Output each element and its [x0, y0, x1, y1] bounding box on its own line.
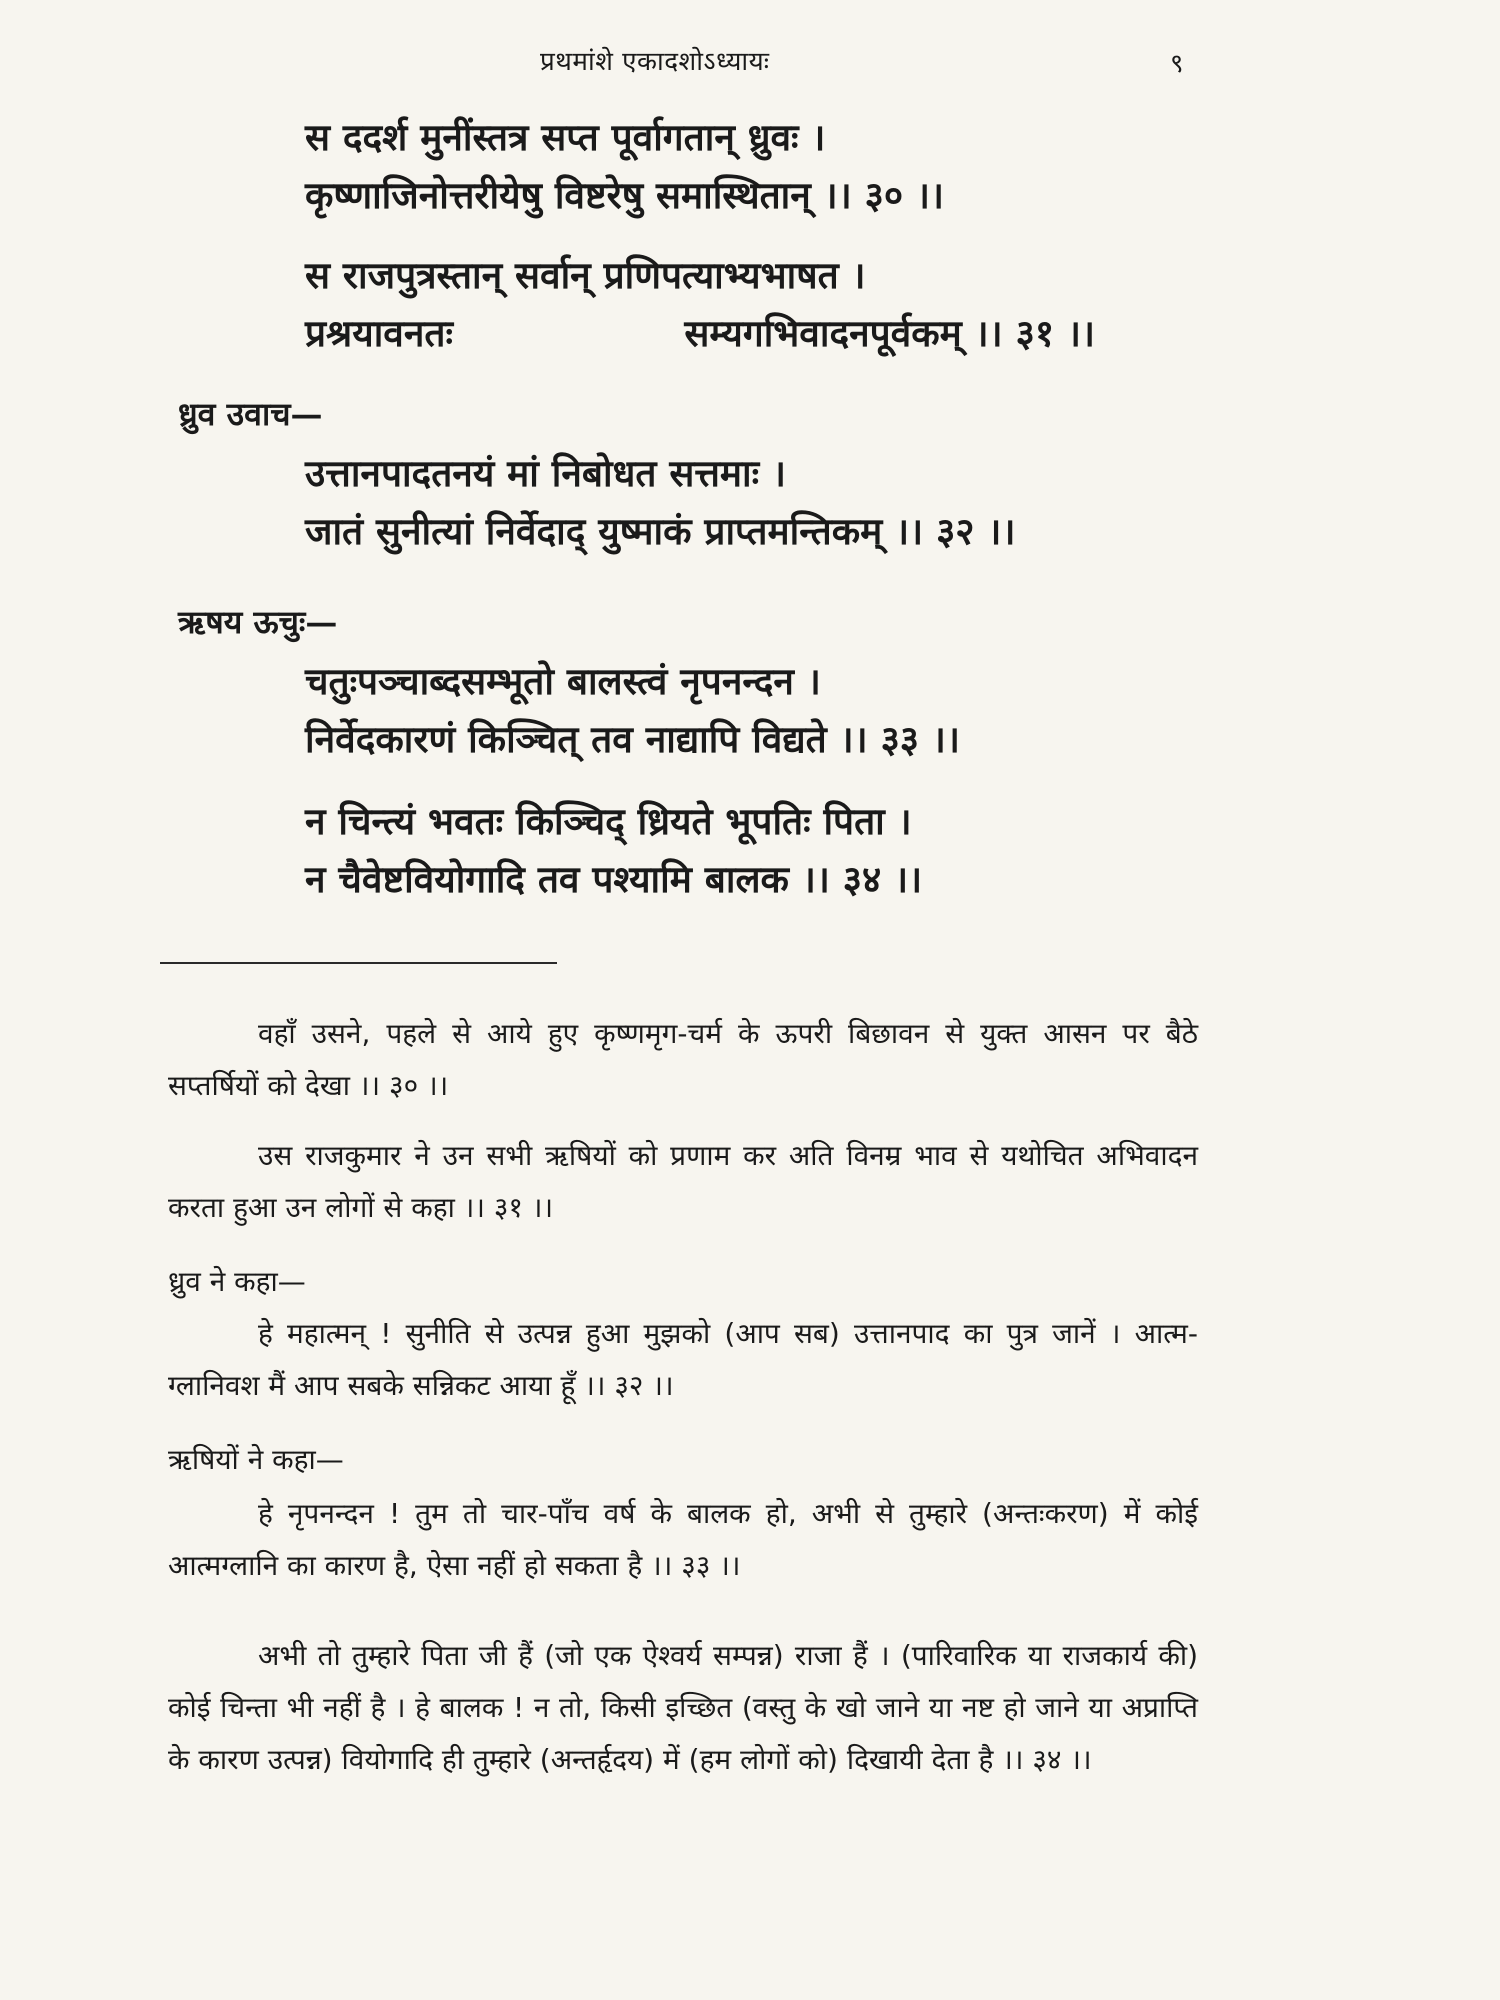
- verse-line-part: सम्यगभिवादनपूर्वकम् ।। ३१ ।।: [684, 311, 1095, 355]
- running-title: प्रथमांशे एकादशोऽध्यायः: [540, 47, 770, 77]
- translation-30: [168, 1008, 1198, 1112]
- translation-text: हे महात्मन् ! सुनीति से उत्पन्न हुआ मुझको (आप सब) उत्तानपाद का पुत्र जानें । आत्म-ग्लानिवश मैं आप सबके सन्निकट आया हूँ ।। ३२ ।।: [168, 1317, 1198, 1402]
- verse-line: स राजपुत्रस्तान् सर्वान् प्रणिपत्याभ्यभाषत ।: [305, 253, 866, 297]
- translation-text: अभी तो तुम्हारे पिता जी हैं (जो एक ऐश्वर्य सम्पन्न) राजा हैं । (पारिवारिक या राजकार्य की) कोई चिन्ता भी नहीं है । हे बालक ! न तो, किसी इच्छित (वस्तु के खो जाने या नष्ट हो जाने या अप्राप्ति के कारण उत्पन्न) वियोगादि ही तुम्हारे (अन्तर्हृदय) में (हम लोगों को) दिखायी देता है ।। ३४ ।।: [168, 1639, 1198, 1776]
- translation-speaker-dhruva: ध्रुव ने कहा—: [168, 1265, 306, 1298]
- verse-line: स ददर्श मुनींस्तत्र सप्त पूर्वागतान् ध्रुवः ।: [305, 115, 826, 159]
- verse-line: चतुःपञ्चाब्दसम्भूतो बालस्त्वं नृपनन्दन ।: [305, 659, 821, 703]
- verse-31: [305, 246, 1095, 362]
- footnote-divider: [160, 962, 557, 964]
- verse-line: निर्वेदकारणं किञ्चित् तव नाद्यापि विद्यते ।। ३३ ।।: [305, 717, 960, 761]
- verse-line-part: प्रश्रयावनतः: [305, 311, 453, 355]
- translation-text: वहाँ उसने, पहले से आये हुए कृष्णमृग-चर्म के ऊपरी बिछावन से युक्त आसन पर बैठे सप्तर्षियों को देखा ।। ३० ।।: [168, 1017, 1198, 1102]
- verse-30: [305, 108, 944, 224]
- verse-32: [305, 444, 1015, 560]
- speaker-rishis: ऋषय ऊचुः—: [178, 603, 338, 641]
- verse-line: जातं सुनीत्यां निर्वेदाद् युष्माकं प्राप्तमन्तिकम् ।। ३२ ।।: [305, 509, 1016, 553]
- translation-speaker-rishis: ऋषियों ने कहा—: [168, 1443, 344, 1476]
- translation-34: [168, 1630, 1198, 1786]
- translation-text: उस राजकुमार ने उन सभी ऋषियों को प्रणाम कर अति विनम्र भाव से यथोचित अभिवादन करता हुआ उन लोगों से कहा ।। ३१ ।।: [168, 1139, 1198, 1224]
- translation-33: [168, 1488, 1198, 1592]
- translation-text: हे नृपनन्दन ! तुम तो चार-पाँच वर्ष के बालक हो, अभी से तुम्हारे (अन्तःकरण) में कोई आत्मग्लानि का कारण है, ऐसा नहीं हो सकता है ।। ३३ ।।: [168, 1497, 1198, 1582]
- verse-33: [305, 652, 960, 768]
- speaker-dhruva: ध्रुव उवाच—: [178, 395, 323, 433]
- verse-line: न चिन्त्यं भवतः किञ्चिद् ध्रियते भूपतिः पिता ।: [305, 799, 912, 843]
- translation-32: [168, 1308, 1198, 1412]
- page-number: ९: [1170, 49, 1184, 79]
- verse-line: न चैवेष्टवियोगादि तव पश्यामि बालक ।। ३४ ।।: [305, 857, 923, 901]
- verse-line: कृष्णाजिनोत्तरीयेषु विष्टरेषु समास्थितान् ।। ३० ।।: [305, 173, 945, 217]
- translation-31: [168, 1130, 1198, 1234]
- verse-line: [305, 304, 1095, 362]
- verse-34: [305, 792, 922, 908]
- verse-line: उत्तानपादतनयं मां निबोधत सत्तमाः ।: [305, 451, 786, 495]
